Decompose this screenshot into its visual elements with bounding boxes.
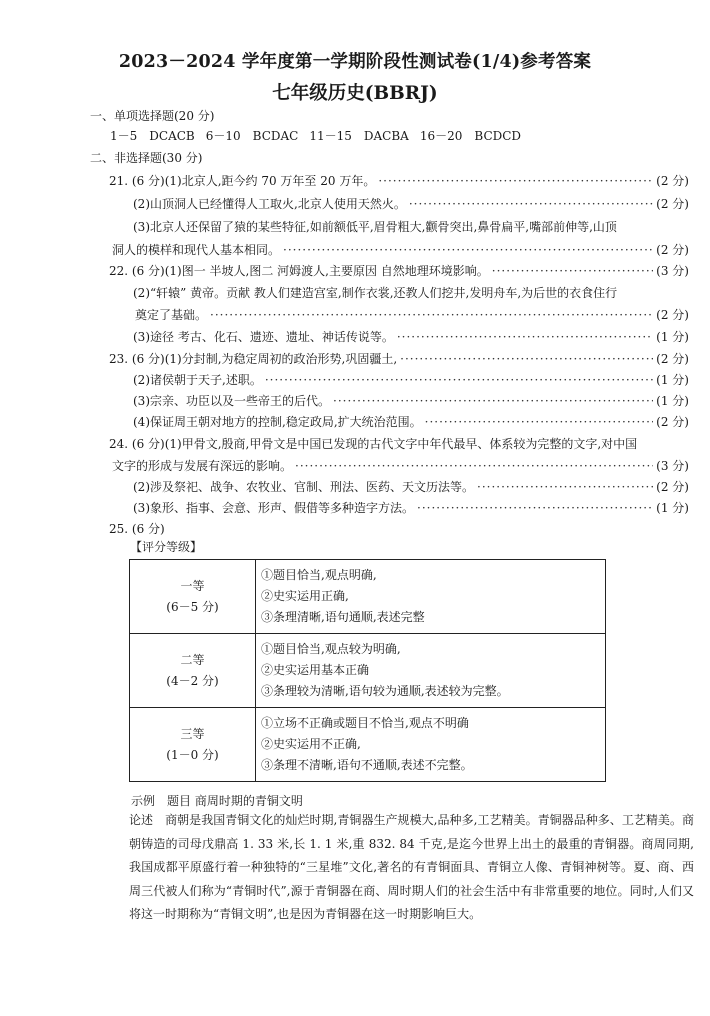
grade-criteria-cell: ①立场不正确或题目不恰当,观点不明确 ②史实运用不正确, ③条理不清晰,语句不通顺,表述不完整。 — [256, 708, 606, 782]
table-row — [130, 634, 606, 708]
grade-level-cell: 三等 (1－0 分) — [130, 708, 256, 782]
section1-heading: 一、单项选择题(20 分) — [90, 109, 215, 123]
page-subtitle: 七年级历史(BBRJ) — [272, 83, 438, 104]
answer-line: 24. (6 分)(1)甲骨文,殷商,甲骨文是中国已发现的古代文字中年代最早、体系较为完整的文字,对中国 — [109, 437, 638, 451]
answer-line: 文字的形成与发展有深远的影响。 ····· (3 分) — [112, 458, 689, 474]
answer-line: (3)象形、指事、会意、形声、假借等多种造字方法。 ····· (1 分) — [133, 500, 689, 516]
example-title: 示例 题目 商周时期的青铜文明 — [131, 794, 303, 808]
answer-group: 1－5 DCACB — [110, 129, 195, 143]
answer-line: (2)山顶洞人已经懂得人工取火,北京人使用天然火。 ····· (2 分) — [133, 196, 689, 212]
table-row — [130, 708, 606, 782]
answer-line: 22. (6 分)(1)图一 半坡人,图二 河姆渡人,主要原因 自然地理环境影响。 ····· (3 分) — [109, 263, 689, 279]
page-title: 2023－2024 学年度第一学期阶段性测试卷(1/4)参考答案 — [118, 52, 592, 72]
answer-line: (3)北京人还保留了猿的某些特征,如前额低平,眉骨粗大,颧骨突出,鼻骨扁平,嘴部前伸等,山顶 — [133, 220, 617, 234]
grade-criteria-cell: ①题目恰当,观点明确, ②史实运用正确, ③条理清晰,语句通顺,表述完整 — [256, 560, 606, 634]
example-paragraph: 论述 商朝是我国青铜文化的灿烂时期,青铜器生产规模大,品种多,工艺精美。青铜器品种多、工艺精美。商朝铸造的司母戊鼎高 1. 33 米,长 1. 1 米,重 832. 84 千克,是迄今世界上出土的最重的青铜器。商周同期,我国成都平原盛行着一种独特的“三星堆”文化,著名的有青铜面具、青铜立人像、青铜神树等。夏、商、西周三代被人们称为“青铜时代”,源于青铜器在商、周时期人们的社会生活中有非常重要的地位。同时,人们又将这一时期称为“青铜文明”,也是因为青铜器在这一时期影响巨大。 — [129, 813, 694, 921]
answer-line: (2)涉及祭祀、战争、农牧业、官制、刑法、医药、天文历法等。 ····· (2 分) — [133, 479, 689, 495]
answer-line: (3)途径 考古、化石、遗迹、遗址、神话传说等。 ····· (1 分) — [133, 329, 689, 345]
answer-line: (2)诸侯朝于天子,述职。 ····· (1 分) — [133, 372, 689, 388]
answer-line: 洞人的模样和现代人基本相同。 ····· (2 分) — [112, 242, 689, 258]
answer-group: 16－20 BCDCD — [419, 129, 522, 143]
answer-line: (4)保证周王朝对地方的控制,稳定政局,扩大统治范围。 ····· (2 分) — [133, 414, 689, 430]
answer-line: (2)“轩辕” 黄帝。贡献 教人们建造宫室,制作衣裳,还教人们挖井,发明舟车,为后世的衣食住行 — [133, 286, 618, 300]
answer-line: 25. (6 分) — [109, 522, 165, 536]
grade-criteria-cell: ①题目恰当,观点较为明确, ②史实运用基本正确 ③条理较为清晰,语句较为通顺,表述较为完整。 — [256, 634, 606, 708]
grade-level-cell: 二等 (4－2 分) — [130, 634, 256, 708]
section2-heading: 二、非选择题(30 分) — [90, 151, 203, 165]
table-row — [130, 560, 606, 634]
answer-line: 奠定了基础。 ····· (2 分) — [135, 307, 689, 323]
answer-line: (3)宗亲、功臣以及一些帝王的后代。 ····· (1 分) — [133, 393, 689, 409]
grade-level-cell: 一等 (6－5 分) — [130, 560, 256, 634]
answer-line: 21. (6 分)(1)北京人,距今约 70 万年至 20 万年。 ····· (2 分) — [109, 173, 689, 189]
grading-table — [129, 559, 606, 782]
choice-answers — [110, 128, 521, 144]
answer-line: 23. (6 分)(1)分封制,为稳定周初的政治形势,巩固疆土, ····· (2 分) — [109, 351, 689, 367]
grading-label: 【评分等级】 — [130, 540, 203, 554]
answer-group: 11－15 DACBA — [309, 129, 409, 143]
answer-group: 6－10 BCDAC — [205, 129, 299, 143]
